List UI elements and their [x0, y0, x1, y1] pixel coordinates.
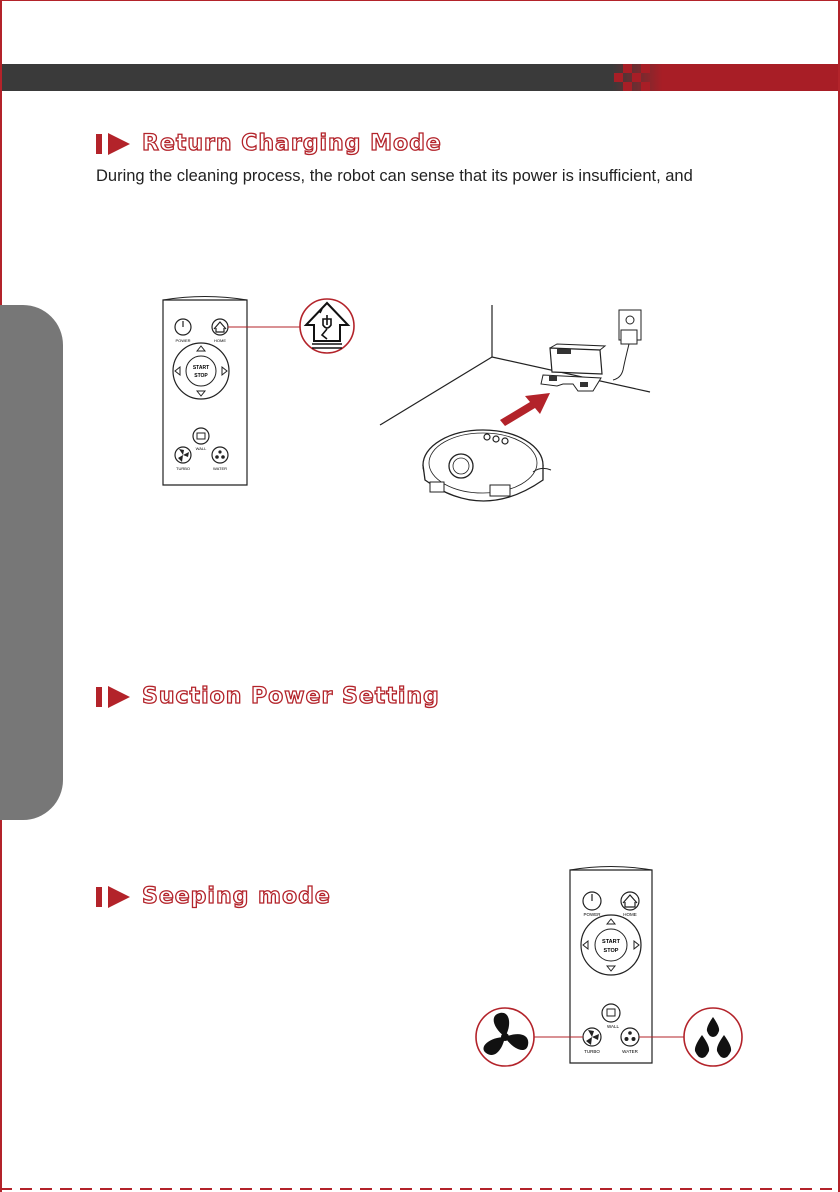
remote-control-suction-illustration: [470, 865, 755, 1070]
section-title: Return Charging Mode: [142, 131, 442, 156]
home-icon: [621, 892, 639, 910]
water-label: WATER: [213, 466, 227, 471]
start-label: START: [602, 939, 620, 945]
direction-pad: [581, 915, 641, 975]
wall-label: WALL: [606, 1024, 620, 1029]
turbo-label: TURBO: [176, 466, 190, 471]
heading-bar-icon: [96, 887, 102, 907]
charging-dock: [541, 344, 605, 391]
return-charging-paragraph: During the cleaning process, the robot can sense that its power is insufficient, and: [96, 167, 693, 185]
fan-icon: [175, 447, 191, 463]
start-label: START: [192, 365, 210, 371]
water-label: WATER: [622, 1049, 638, 1054]
heading-arrow-icon: [108, 886, 130, 908]
power-label: POWER: [583, 912, 601, 917]
arrow-icon: [500, 393, 550, 426]
section-title: Seeping mode: [142, 884, 331, 909]
home-icon: [212, 319, 228, 335]
home-label: HOME: [623, 912, 637, 917]
direction-pad: [173, 343, 229, 399]
heading-bar-icon: [96, 134, 102, 154]
wall-icon: [602, 1004, 620, 1022]
heading-arrow-icon: [108, 133, 130, 155]
header-bar: [2, 64, 838, 91]
section-heading-suction-power: [96, 684, 440, 709]
water-drops-icon: [212, 447, 228, 463]
power-icon: [175, 319, 191, 335]
section-title: Suction Power Setting: [142, 684, 440, 709]
section-heading-return-charging: [96, 131, 442, 156]
fan-callout-icon: [476, 1008, 534, 1066]
fan-icon: [583, 1028, 601, 1046]
wall-label: WALL: [195, 446, 207, 451]
header-checker-pattern: [614, 64, 654, 91]
robot-vacuum: [423, 430, 551, 501]
section-heading-seeping-mode: [96, 884, 331, 909]
turbo-label: TURBO: [584, 1049, 600, 1054]
power-label: POWER: [175, 338, 191, 343]
heading-bar-icon: [96, 687, 102, 707]
remote-control-illustration: [150, 295, 350, 490]
home-label: HOME: [214, 338, 226, 343]
water-callout-icon: [684, 1008, 742, 1066]
power-icon: [583, 892, 601, 910]
side-tab: [0, 305, 63, 820]
stop-label: STOP: [194, 373, 208, 379]
water-drops-icon: [621, 1028, 639, 1046]
stop-label: STOP: [603, 948, 619, 954]
heading-arrow-icon: [108, 686, 130, 708]
home-charging-callout-icon: [300, 299, 354, 353]
wall-outlet: [613, 310, 641, 380]
wall-icon: [193, 428, 209, 444]
bottom-border: [0, 1188, 840, 1190]
robot-docking-illustration: [375, 300, 660, 515]
